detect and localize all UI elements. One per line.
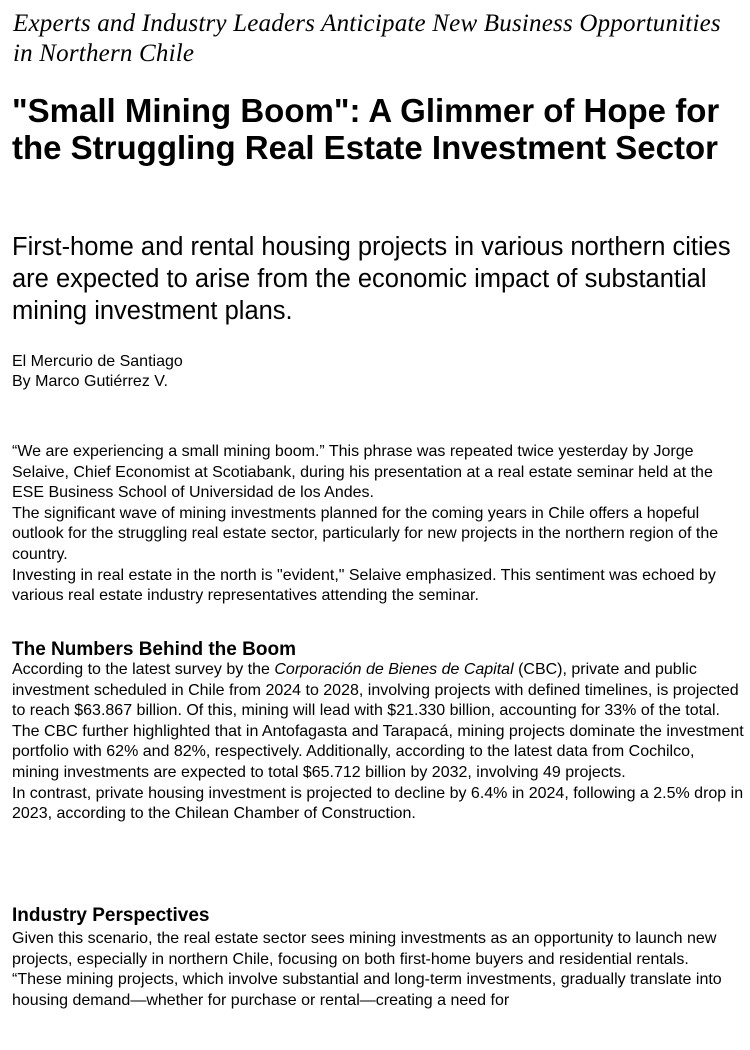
paragraph: The CBC further highlighted that in Antofagasta and Tarapacá, mining projects dominate the investment portfolio with 62% and 82%, respectively. Additionally, according to the latest data from Cochilco, mining investments are expected to total $65.712 billion by 2032, involving 49 projects.	[12, 722, 744, 781]
paragraph: Investing in real estate in the north is "evident," Selaive emphasized. This sentiment was echoed by various real estate industry representatives attending the seminar.	[12, 566, 716, 605]
paragraph: “These mining projects, which involve substantial and long-term investments, gradually translate into housing demand—whether for purchase or rental—creating a need for	[12, 971, 722, 1009]
text-run: (CBC), private and public investment scheduled in Chile from 2024 to 2028, involving projects with defined timelines, is projected to reach $63.867 billion. Of this, mining will lead with $21.330 billion, accounting for 33% of the total.	[12, 661, 739, 720]
text-run: According to the latest survey by the	[12, 661, 275, 678]
article-kicker: Experts and Industry Leaders Anticipate New Business Opportunities in Northern Chile	[13, 10, 721, 67]
numbers-body	[12, 660, 744, 825]
paragraph: Given this scenario, the real estate sector sees mining investments as an opportunity to launch new projects, especially in northern Chile, focusing on both first-home buyers and residential rentals.	[12, 930, 717, 968]
publication-source: El Mercurio de Santiago	[12, 353, 183, 370]
paragraph: “We are experiencing a small mining boom.” This phrase was repeated twice yesterday by Jorge Selaive, Chief Economist at Scotiabank, during his presentation at a real estate seminar held at the ESE Business School of Universidad de los Andes.	[12, 443, 713, 502]
byline	[12, 352, 183, 392]
section-heading-numbers: The Numbers Behind the Boom	[12, 639, 296, 660]
paragraph: In contrast, private housing investment is projected to decline by 6.4% in 2024, following a 2.5% drop in 2023, according to the Chilean Chamber of Construction.	[12, 784, 744, 823]
intro-body	[12, 442, 744, 607]
organization-name: Corporación de Bienes de Capital	[274, 661, 514, 678]
article-headline: "Small Mining Boom": A Glimmer of Hope for the Struggling Real Estate Investment Sector	[12, 92, 720, 166]
article-subheadline: First-home and rental housing projects in various northern cities are expected to arise from the economic impact of substantial mining investment plans.	[12, 233, 731, 325]
paragraph	[12, 660, 744, 722]
author-name: By Marco Gutiérrez V.	[12, 373, 168, 390]
paragraph: The significant wave of mining investments planned for the coming years in Chile offers a hopeful outlook for the struggling real estate sector, particularly for new projects in the northern region of the country.	[12, 504, 719, 563]
perspectives-body	[12, 929, 744, 1011]
section-heading-perspectives: Industry Perspectives	[12, 905, 210, 926]
